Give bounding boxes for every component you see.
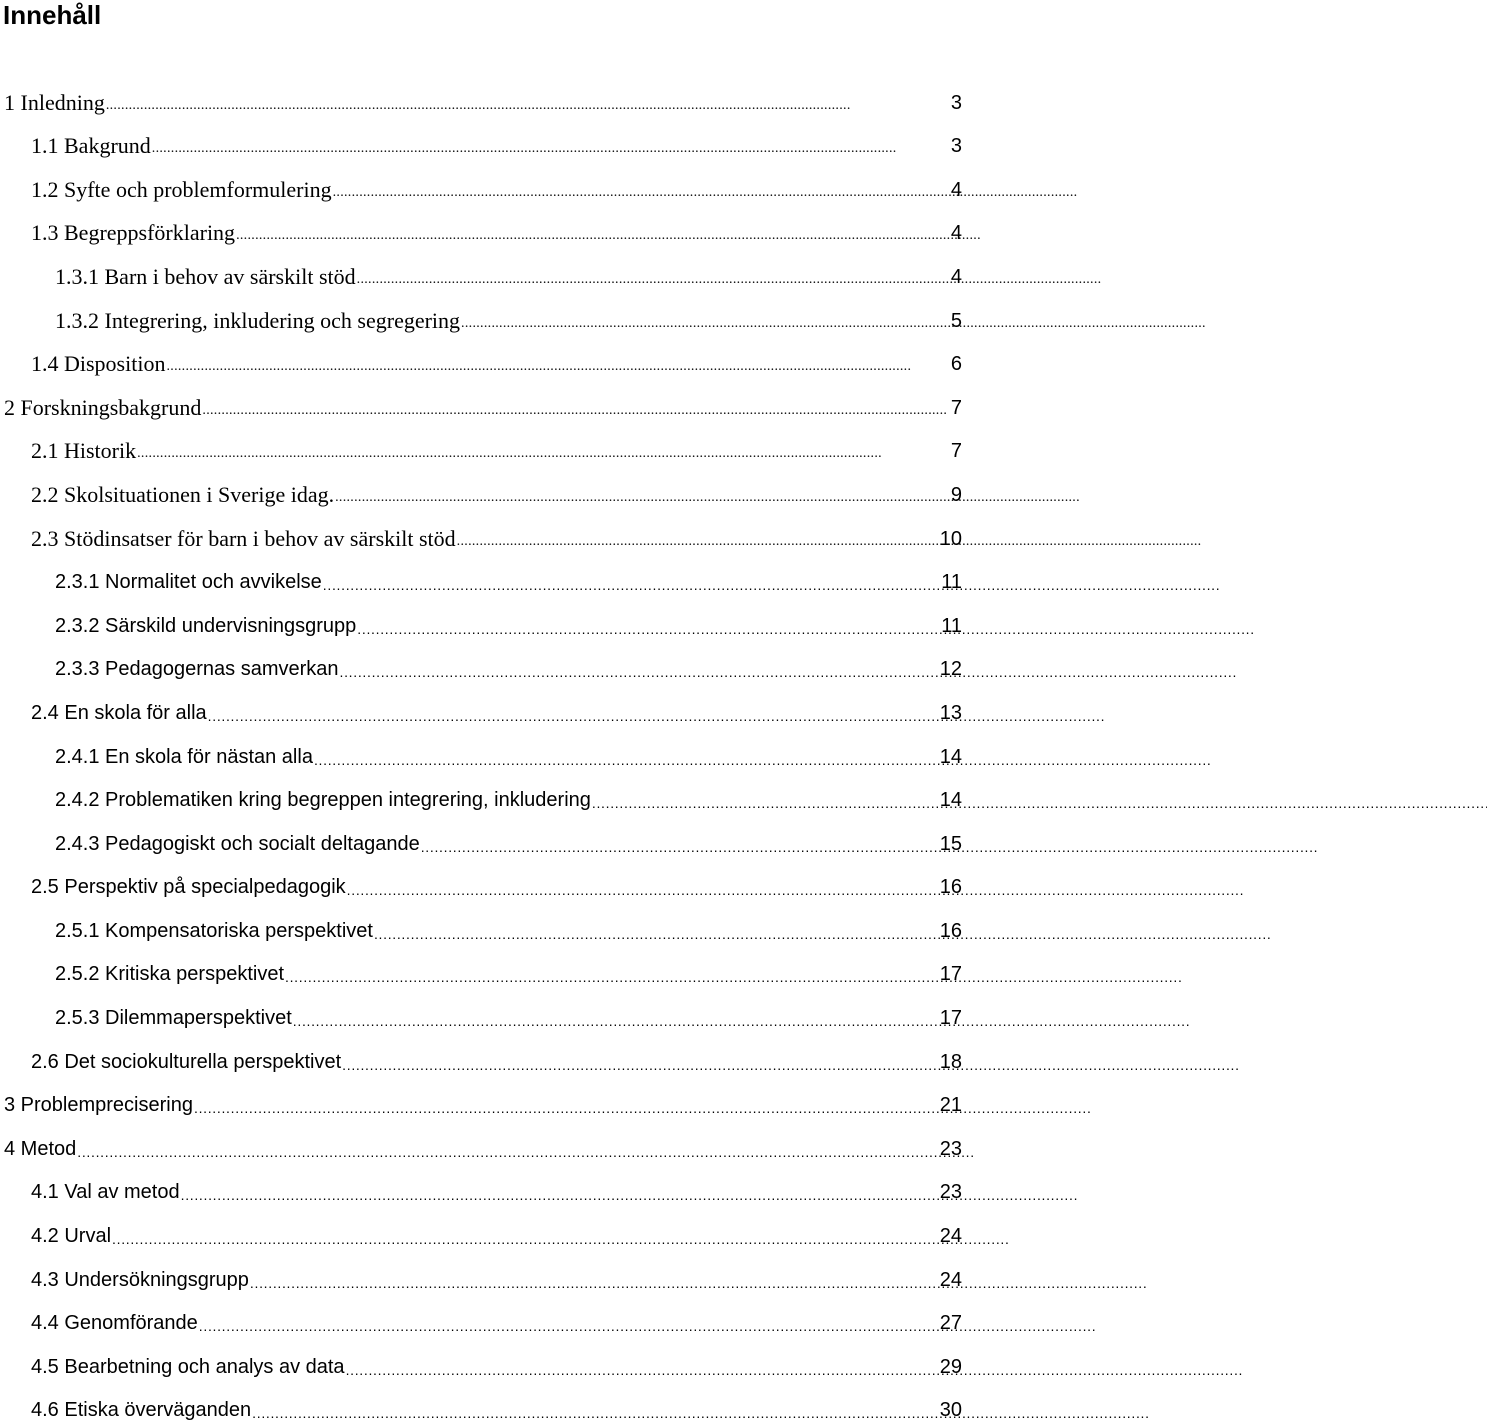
toc-entry-title: 2.3 Stödinsatser för barn i behov av särskilt stöd	[31, 525, 456, 551]
toc-dot-leader	[374, 920, 939, 940]
toc-entry-title: 1.4 Disposition	[31, 351, 166, 377]
toc-entry-page-number: 13	[939, 701, 962, 724]
toc-entry-title: 2.6 Det sociokulturella perspektivet	[31, 1050, 342, 1073]
toc-dot-leader	[152, 135, 950, 155]
toc-dot-leader	[112, 1225, 939, 1245]
toc-entry[interactable]	[0, 203, 962, 247]
toc-entry-page-number: 4	[950, 265, 962, 288]
toc-entry-title: 1.2 Syfte och problemformulering	[31, 176, 332, 202]
toc-entry-page-number: 10	[939, 527, 962, 550]
toc-entry-page-number: 14	[939, 789, 962, 812]
toc-entry-page-number: 16	[939, 876, 962, 899]
toc-dot-leader	[421, 833, 939, 853]
toc-entry-title: 2.1 Historik	[31, 438, 137, 464]
toc-entry[interactable]	[0, 246, 962, 290]
toc-entry[interactable]	[0, 1380, 962, 1423]
toc-entry-title: 2.5.2 Kritiska perspektivet	[55, 963, 284, 986]
toc-entry-page-number: 4	[950, 178, 962, 201]
toc-dot-leader	[208, 702, 939, 722]
toc-entry-page-number: 21	[939, 1094, 962, 1117]
toc-entry-page-number: 9	[950, 483, 962, 506]
toc-entry[interactable]	[0, 639, 962, 683]
toc-entry-page-number: 7	[950, 396, 962, 419]
toc-entry[interactable]	[0, 1031, 962, 1075]
toc-entry[interactable]	[0, 377, 962, 421]
toc-entry[interactable]	[0, 116, 962, 160]
toc-entry[interactable]	[0, 1118, 962, 1162]
toc-entry-title: 4.3 Undersökningsgrupp	[31, 1268, 249, 1291]
toc-entry-title: 3 Problemprecisering	[4, 1094, 193, 1117]
toc-entry-page-number: 27	[939, 1312, 962, 1335]
toc-entry-title: 4.2 Urval	[31, 1225, 112, 1248]
toc-entry[interactable]	[0, 290, 962, 334]
toc-entry-page-number: 23	[939, 1137, 962, 1160]
table-of-contents	[0, 72, 962, 1423]
toc-entry-page-number: 14	[939, 745, 962, 768]
toc-dot-leader	[357, 615, 940, 635]
toc-dot-leader	[314, 746, 939, 766]
toc-entry[interactable]	[0, 464, 962, 508]
toc-dot-leader	[202, 397, 949, 417]
toc-dot-leader	[236, 222, 950, 242]
toc-entry-title: 4.4 Genomförande	[31, 1312, 198, 1335]
toc-entry[interactable]	[0, 72, 962, 116]
toc-entry-title: 2.3.1 Normalitet och avvikelse	[55, 571, 322, 594]
toc-dot-leader	[194, 1094, 939, 1114]
toc-entry[interactable]	[0, 944, 962, 988]
toc-dot-leader	[335, 484, 950, 504]
toc-entry-page-number: 5	[950, 309, 962, 332]
toc-dot-leader	[77, 1138, 938, 1158]
toc-dot-leader	[342, 1051, 939, 1071]
toc-entry-page-number: 11	[941, 614, 962, 637]
toc-dot-leader	[457, 528, 939, 548]
toc-entry[interactable]	[0, 987, 962, 1031]
toc-entry[interactable]	[0, 1293, 962, 1337]
toc-entry-title: 1.3.1 Barn i behov av särskilt stöd	[55, 263, 356, 289]
toc-entry-page-number: 24	[939, 1268, 962, 1291]
toc-entry-page-number: 30	[939, 1399, 962, 1422]
toc-dot-leader	[592, 789, 939, 809]
toc-entry-title: 1.1 Bakgrund	[31, 133, 151, 159]
toc-entry-page-number: 18	[939, 1050, 962, 1073]
toc-entry-title: 2.5.3 Dilemmaperspektivet	[55, 1007, 292, 1030]
toc-dot-leader	[323, 571, 940, 591]
toc-entry[interactable]	[0, 726, 962, 770]
toc-entry[interactable]	[0, 857, 962, 901]
toc-entry[interactable]	[0, 1162, 962, 1206]
toc-entry-page-number: 17	[939, 1007, 962, 1030]
toc-entry-page-number: 6	[950, 353, 962, 376]
toc-entry[interactable]	[0, 1249, 962, 1293]
toc-entry-title: 2.4.3 Pedagogiskt och socialt deltagande	[55, 832, 420, 855]
toc-dot-leader	[333, 179, 950, 199]
toc-entry[interactable]	[0, 334, 962, 378]
toc-entry-page-number: 16	[939, 919, 962, 942]
toc-entry[interactable]	[0, 813, 962, 857]
toc-entry[interactable]	[0, 1205, 962, 1249]
toc-dot-leader	[461, 310, 950, 330]
toc-entry-title: 2.3.3 Pedagogernas samverkan	[55, 658, 339, 681]
toc-entry[interactable]	[0, 508, 962, 552]
toc-entry[interactable]	[0, 900, 962, 944]
toc-dot-leader	[106, 92, 950, 112]
toc-entry[interactable]	[0, 770, 962, 814]
toc-dot-leader	[181, 1181, 939, 1201]
toc-entry-title: 2 Forskningsbakgrund	[4, 394, 202, 420]
toc-entry-title: 2.4 En skola för alla	[31, 701, 207, 724]
toc-dot-leader	[250, 1269, 939, 1289]
toc-entry-page-number: 4	[950, 222, 962, 245]
toc-dot-leader	[347, 876, 939, 896]
toc-entry-title: 1.3.2 Integrering, inkludering och segregering	[55, 307, 461, 333]
toc-entry-page-number: 12	[939, 658, 962, 681]
toc-entry-title: 4.1 Val av metod	[31, 1181, 180, 1204]
toc-dot-leader	[293, 1007, 939, 1027]
toc-entry[interactable]	[0, 682, 962, 726]
toc-dot-leader	[252, 1399, 939, 1419]
toc-dot-leader	[357, 266, 950, 286]
toc-entry[interactable]	[0, 1075, 962, 1119]
toc-entry[interactable]	[0, 595, 962, 639]
toc-entry-page-number: 23	[939, 1181, 962, 1204]
toc-entry-title: 4.6 Etiska överväganden	[31, 1399, 252, 1422]
toc-dot-leader	[340, 658, 939, 678]
toc-entry-page-number: 29	[939, 1355, 962, 1378]
toc-entry[interactable]	[0, 552, 962, 596]
toc-entry-title: 4.5 Bearbetning och analys av data	[31, 1355, 345, 1378]
toc-entry-title: 2.4.2 Problematiken kring begreppen integrering, inkludering	[55, 789, 591, 812]
toc-entry-title: 1.3 Begreppsförklaring	[31, 220, 236, 246]
toc-entry-page-number: 17	[939, 963, 962, 986]
toc-dot-leader	[346, 1356, 939, 1376]
toc-entry-title: 1 Inledning	[4, 89, 105, 115]
toc-dot-leader	[199, 1312, 939, 1332]
page-title: Innehåll	[3, 0, 102, 30]
toc-entry-title: 2.4.1 En skola för nästan alla	[55, 745, 313, 768]
toc-entry-title: 2.5 Perspektiv på specialpedagogik	[31, 876, 346, 899]
toc-entry-page-number: 15	[939, 832, 962, 855]
toc-entry[interactable]	[0, 421, 962, 465]
toc-entry-page-number: 24	[939, 1225, 962, 1248]
toc-entry-title: 4 Metod	[4, 1137, 77, 1160]
toc-entry-page-number: 3	[950, 91, 962, 114]
toc-entry-page-number: 3	[950, 135, 962, 158]
toc-entry[interactable]	[0, 159, 962, 203]
toc-entry-title: 2.5.1 Kompensatoriska perspektivet	[55, 919, 373, 942]
toc-entry-title: 2.3.2 Särskild undervisningsgrupp	[55, 614, 357, 637]
toc-dot-leader	[166, 353, 949, 373]
toc-dot-leader	[285, 963, 939, 983]
toc-entry[interactable]	[0, 1336, 962, 1380]
toc-dot-leader	[137, 440, 950, 460]
toc-entry-page-number: 11	[941, 571, 962, 594]
toc-entry-page-number: 7	[950, 440, 962, 463]
toc-entry-title: 2.2 Skolsituationen i Sverige idag.	[31, 481, 335, 507]
